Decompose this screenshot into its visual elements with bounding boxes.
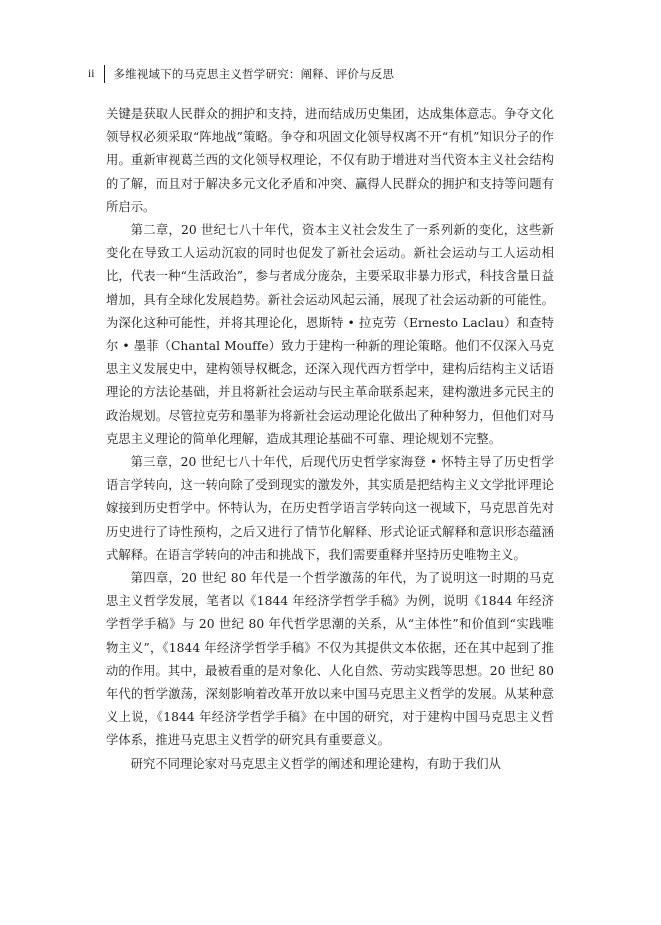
paragraph-chapter-2: 第二章，20 世纪七八十年代，资本主义社会发生了一系列新的变化，这些新变化在导致工人运动沉寂的同时也促发了新社会运动。新社会运动与工人运动相比，代表一种“生活政治”，参与者成分庞杂，主要采取非暴力形式，科技含量日益增加，具有全球化发展趋势。新社会运动风起云涌，展现了社会运动新的可能性。为深化这种可能性，并将其理论化，恩斯特 • 拉克劳（Ernesto Laclau）和查特尔 • 墨菲（Chantal Mouffe）致力于建构一种新的理论策略。他们不仅深入马克思主义发展史中，建构领导权概念，还深入现代西方哲学中，建构后结构主义话语理论的方法论基础，并且将新社会运动与民主革命联系起来，建构激进多元民主的政治规划。尽管拉克劳和墨菲为将新社会运动理论化做出了种种努力，但他们对马克思主义理论的简单化理解，造成其理论基础不可靠、理论规划不完整。	[106, 223, 554, 446]
paragraph-chapter-4: 第四章，20 世纪 80 年代是一个哲学激荡的年代，为了说明这一时期的马克思主义哲学发展，笔者以《1844 年经济学哲学手稿》为例，说明《1844 年经济学哲学手稿》与 20 世纪 80 年代哲学思潮的关系，从“主体性”和价值到“实践唯物主义”，《1844 年经济学哲学手稿》不仅为其提供文本依据，还在其中起到了推动的作用。其中，最被看重的是对象化、人化自然、劳动实践等思想。20 世纪 80 年代的哲学激荡，深刻影响着改革开放以来中国马克思主义哲学的发展。从某种意义上说，《1844 年经济学哲学手稿》在中国的研究，对于建构中国马克思主义哲学体系，推进马克思主义哲学的研究具有重要意义。	[106, 571, 554, 748]
header-divider	[104, 65, 105, 83]
paragraph-closing: 研究不同理论家对马克思主义哲学的阐述和理论建构，有助于我们从	[130, 756, 502, 771]
paragraph-continuation: 关键是获取人民群众的拥护和支持，进而结成历史集团，达成集体意志。争夺文化领导权必须采取“阵地战”策略。争夺和巩固文化领导权离不开“有机”知识分子的作用。重新审视葛兰西的文化领导权理论，不仅有助于增进对当代资本主义社会结构的了解，而且对于解决多元文化矛盾和冲突、赢得人民群众的拥护和支持等问题有所启示。	[106, 107, 554, 214]
page-number: ii	[88, 68, 95, 80]
body-text	[106, 103, 554, 776]
running-header	[88, 64, 394, 84]
paragraph-chapter-3: 第三章，20 世纪七八十年代，后现代历史哲学家海登 • 怀特主导了历史哲学语言学转向，这一转向除了受到现实的激发外，其实质是把结构主义文学批评理论嫁接到历史哲学中。怀特认为，在历史哲学语言学转向这一视域下，马克思首先对历史进行了诗性预构，之后又进行了情节化解释、形式论证式解释和意识形态蕴涵式解释。在语言学转向的冲击和挑战下，我们需要重释并坚持历史唯物主义。	[106, 455, 554, 562]
book-title: 多维视域下的马克思主义哲学研究：阐释、评价与反思	[113, 67, 395, 81]
